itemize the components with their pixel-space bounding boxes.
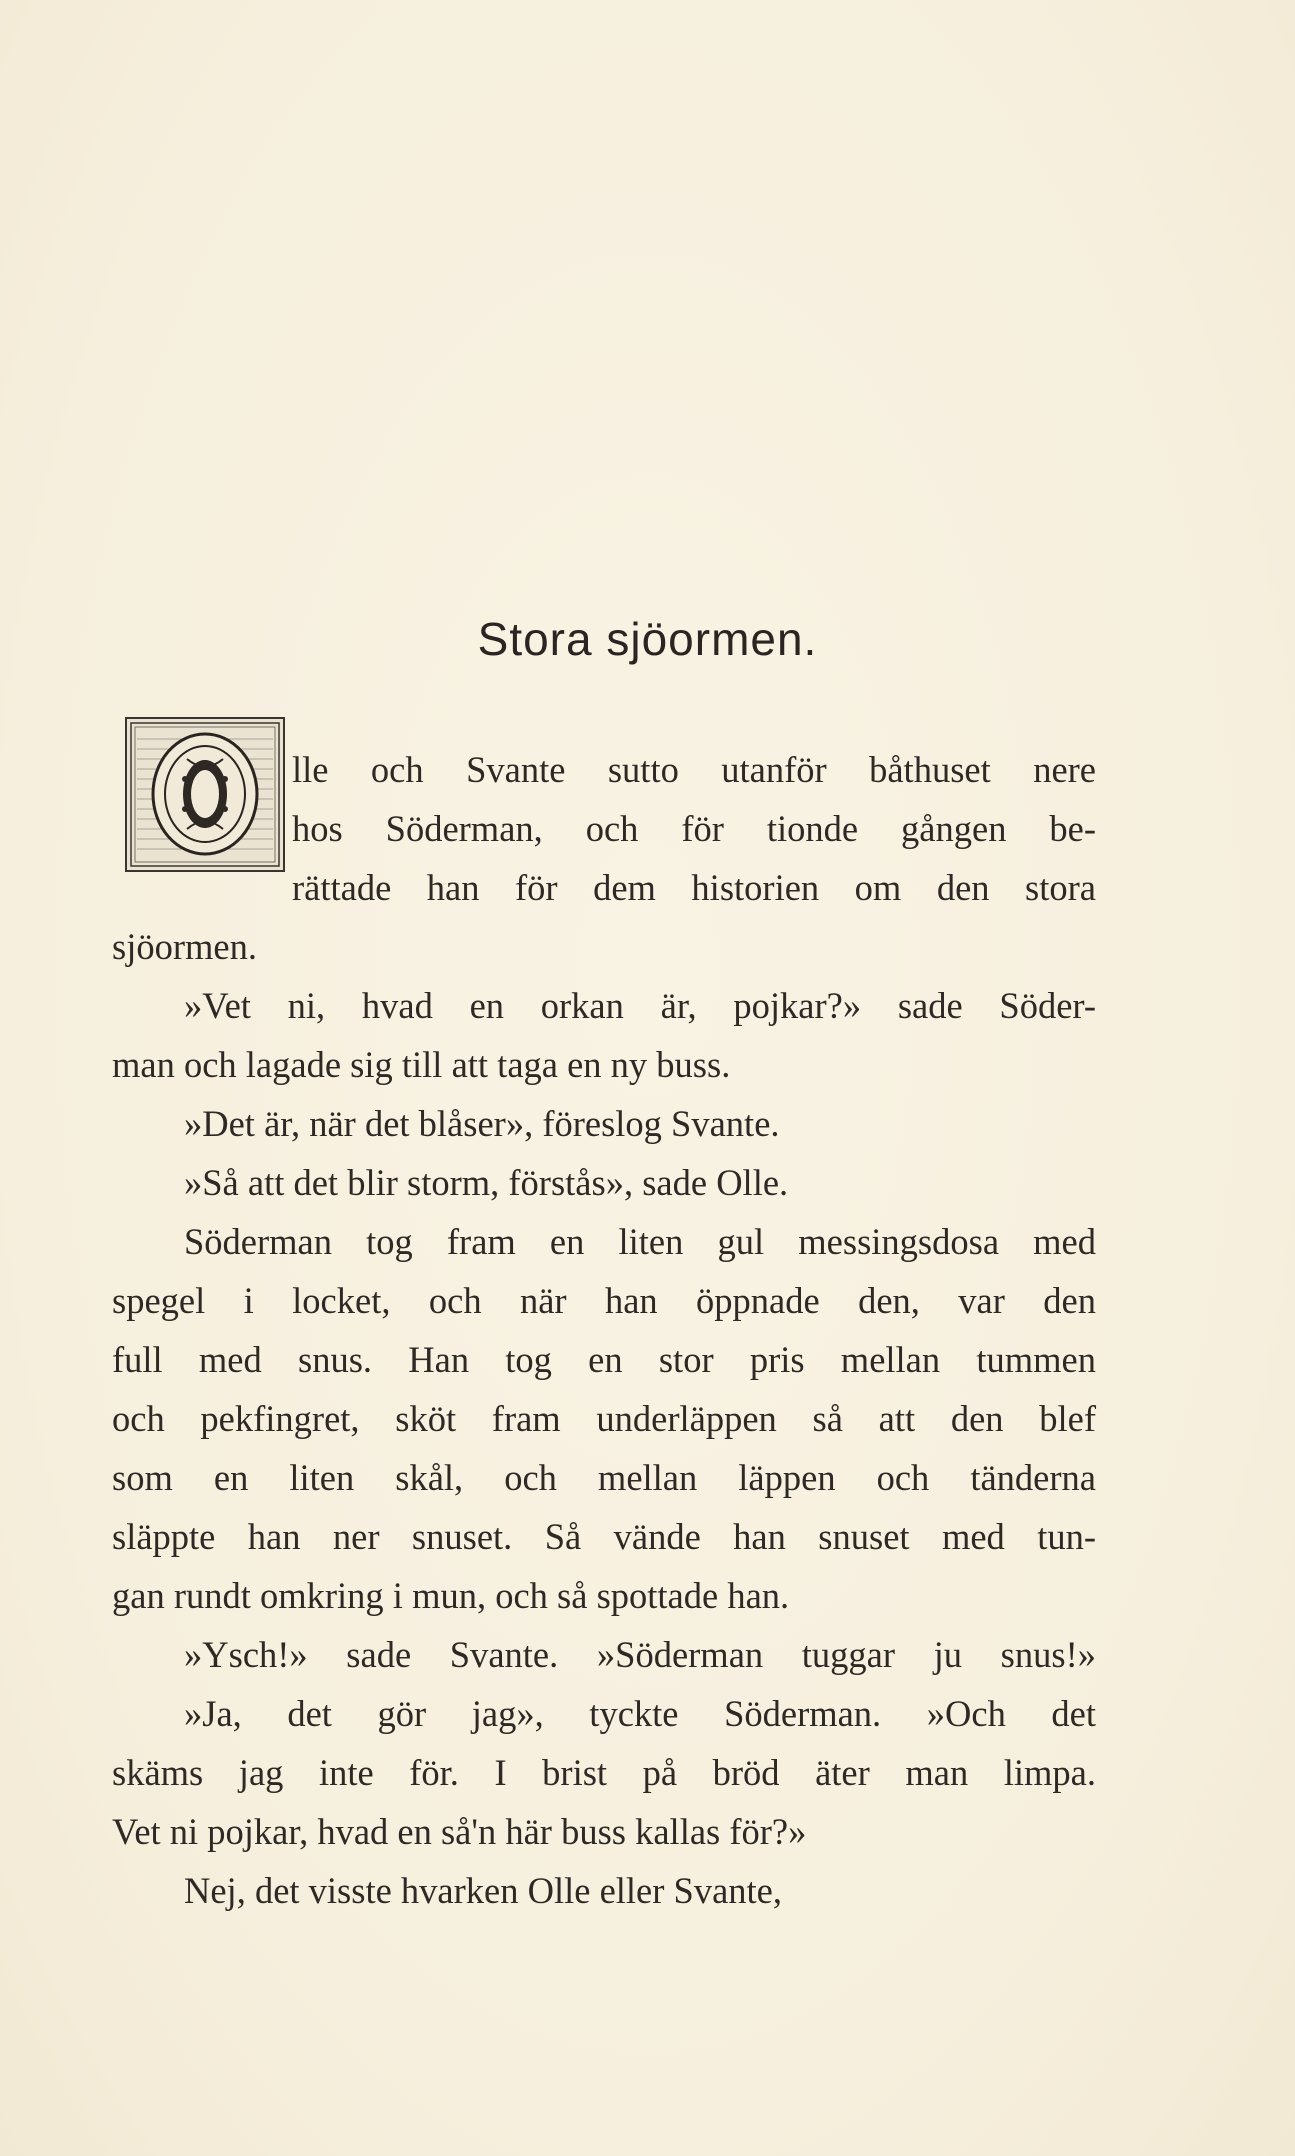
text-line: »Så att det blir storm, förstås», sade Olle. bbox=[184, 1162, 789, 1203]
ornamental-initial bbox=[125, 717, 285, 872]
text-line: »Det är, när det blåser», föreslog Svante. bbox=[184, 1103, 780, 1144]
text-line: »Ysch!» sade Svante. »Söderman tuggar ju snus!» bbox=[184, 1634, 1096, 1675]
text-line: lle och Svante sutto utanför båthuset nere bbox=[292, 749, 1096, 790]
text-line: »Ja, det gör jag», tyckte Söderman. »Och det bbox=[184, 1693, 1096, 1734]
text-line: Nej, det visste hvarken Olle eller Svante, bbox=[184, 1870, 783, 1911]
text-line: »Vet ni, hvad en orkan är, pojkar?» sade Söder- bbox=[184, 985, 1096, 1026]
text-line: man och lagade sig till att taga en ny buss. bbox=[112, 1044, 731, 1085]
text-line: Söderman tog fram en liten gul messingsdosa med bbox=[184, 1221, 1096, 1262]
text-line: skäms jag inte för. I brist på bröd äter man limpa. bbox=[112, 1752, 1096, 1793]
text-line: och pekfingret, sköt fram underläppen så att den blef bbox=[112, 1398, 1096, 1439]
text-line: spegel i locket, och när han öppnade den, var den bbox=[112, 1280, 1096, 1321]
text-line: sjöormen. bbox=[112, 926, 257, 967]
ornamental-initial-o-icon bbox=[127, 719, 283, 870]
chapter-title: Stora sjöormen. bbox=[477, 613, 818, 665]
text-line: Vet ni pojkar, hvad en så'n här buss kallas för?» bbox=[112, 1811, 807, 1852]
text-line: gan rundt omkring i mun, och så spottade han. bbox=[112, 1575, 790, 1616]
text-line: full med snus. Han tog en stor pris mellan tummen bbox=[112, 1339, 1096, 1380]
text-line: släppte han ner snuset. Så vände han snuset med tun- bbox=[112, 1516, 1096, 1557]
text-line: rättade han för dem historien om den stora bbox=[292, 867, 1096, 908]
text-line: hos Söderman, och för tionde gången be- bbox=[292, 808, 1096, 849]
text-line: som en liten skål, och mellan läppen och tänderna bbox=[112, 1457, 1096, 1498]
